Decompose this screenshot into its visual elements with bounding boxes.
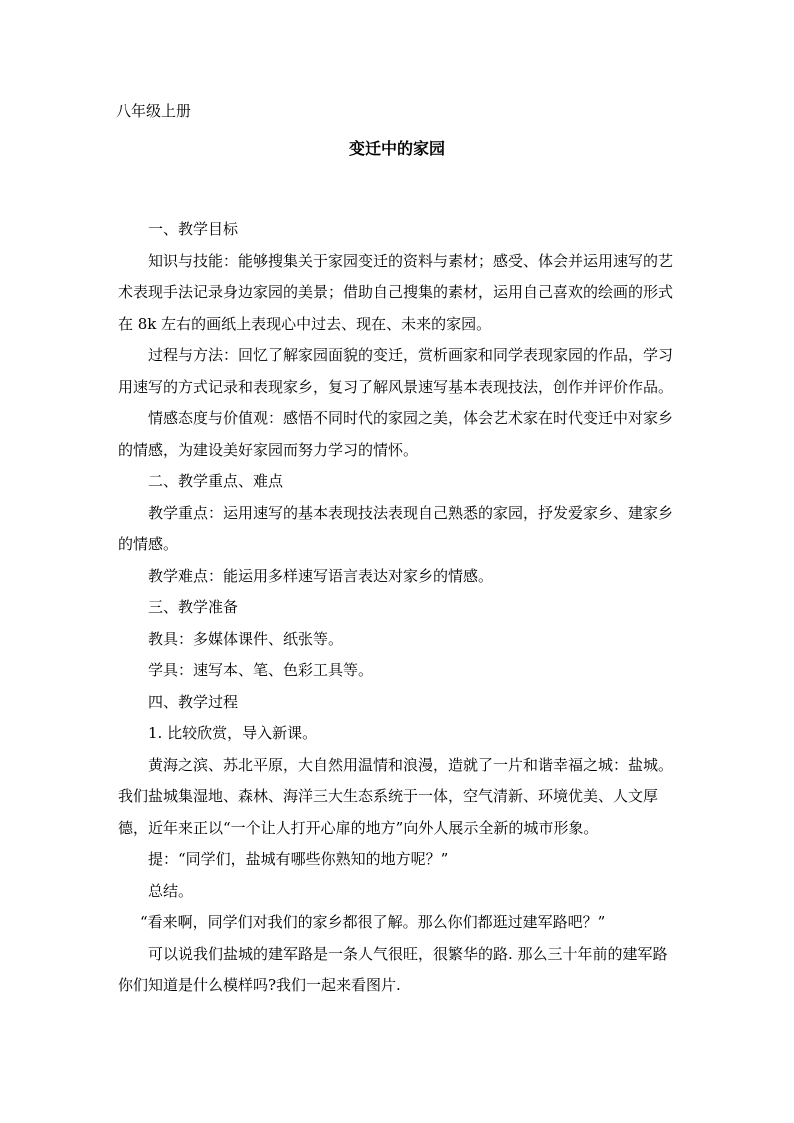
paragraph-difficulty: 教学难点：能运用多样速写语言表达对家乡的情感。 (148, 566, 494, 585)
paragraph-quote: “看来啊，同学们对我们的家乡都很了解。那么你们都逛过建军路吧？” (140, 913, 606, 931)
section-heading-objectives: 一、教学目标 (148, 220, 239, 238)
document-title: 变迁中的家园 (348, 139, 445, 158)
paragraph-yancheng-intro: 黄海之滨、苏北平原，大自然用温情和浪漫，造就了一片和谐幸福之城：盐城。我们盐城集湿地、森林、海洋三大生态系统于一体，空气清新、环境优美、人文厚德，近年来正以“一个让人打开心扉的地方”向外人展示全新的城市形象。 (118, 755, 674, 837)
paragraph-jianjun-road: 可以说我们盐城的建军路是一条人气很旺，很繁华的路. 那么三十年前的建军路你们知道是什么模样吗?我们一起来看图片. (118, 944, 668, 994)
document-body (118, 214, 678, 1002)
paragraph-step-1: 1. 比较欣赏，导入新课。 (148, 724, 318, 742)
paragraph-key-point: 教学重点：运用速写的基本表现技法表现自己熟悉的家园，抒发爱家乡、建家乡的情感。 (118, 503, 674, 553)
paragraph-process-methods: 过程与方法：回忆了解家园面貌的变迁，赏析画家和同学表现家园的作品，学习用速写的方式记录和表现家乡，复习了解风景速写基本表现技法，创作并评价作品。 (118, 346, 674, 396)
section-heading-preparation: 三、教学准备 (148, 598, 239, 616)
grade-label: 八年级上册 (116, 102, 192, 120)
paragraph-learning-aids: 学具：速写本、笔、色彩工具等。 (148, 661, 374, 679)
section-heading-key-points: 二、教学重点、难点 (148, 472, 284, 490)
section-heading-process: 四、教学过程 (148, 692, 239, 711)
paragraph-teaching-aids: 教具：多媒体课件、纸张等。 (148, 629, 344, 648)
paragraph-knowledge-skills: 知识与技能：能够搜集关于家园变迁的资料与素材；感受、体会并运用速写的艺术表现手法记录身边家园的美景；借助自己搜集的素材，运用自己喜欢的绘画的形式在 8k 左右的画纸上表现心中过去、现在、未来的家园。 (118, 251, 674, 333)
paragraph-emotion-values: 情感态度与价值观：感悟不同时代的家园之美，体会艺术家在时代变迁中对家乡的情感，为建设美好家园而努力学习的情怀。 (118, 409, 674, 459)
paragraph-summary: 总结。 (148, 881, 194, 900)
paragraph-question: 提：“同学们，盐城有哪些你熟知的地方呢？” (148, 850, 449, 868)
